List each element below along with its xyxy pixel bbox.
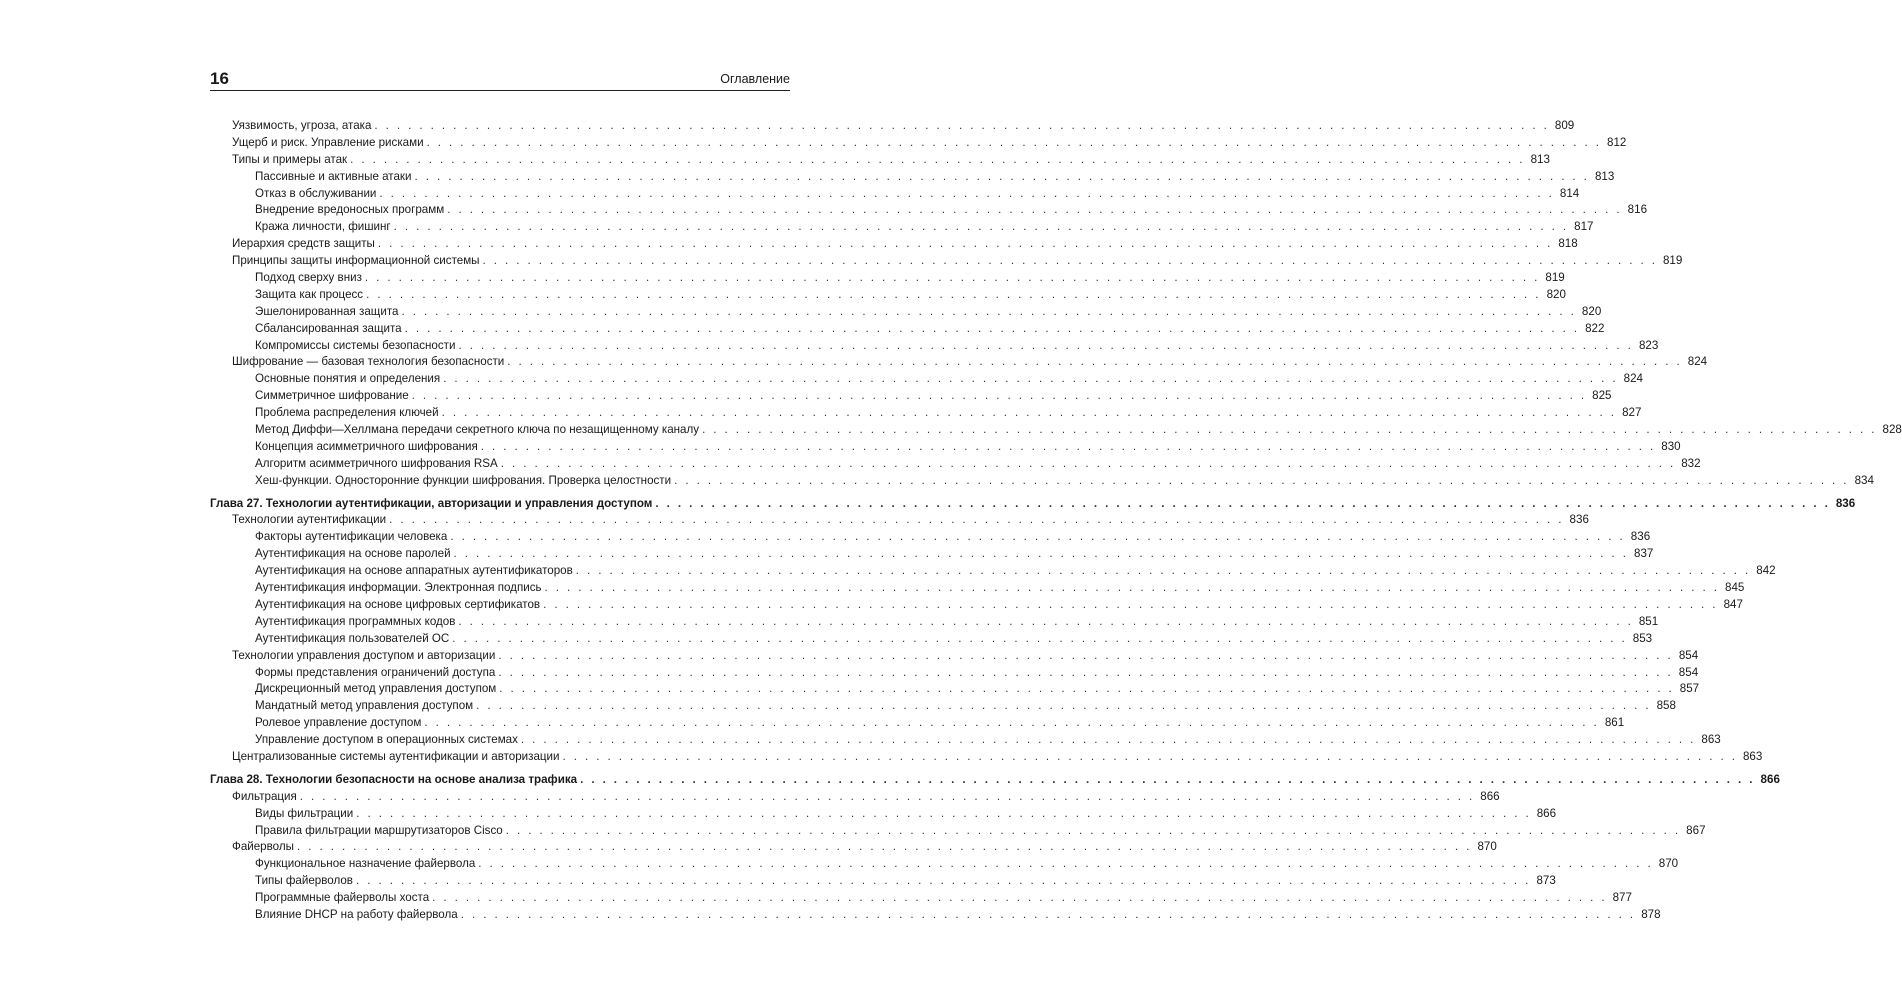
toc-entry-title: Аутентификация на основе цифровых сертификатов bbox=[255, 597, 541, 611]
toc-entry-page: 866 bbox=[1760, 772, 1780, 786]
toc-entry-title: Подход сверху вниз bbox=[255, 271, 362, 285]
toc-entry-title: Аутентификация информации. Электронная подпись bbox=[255, 581, 542, 595]
toc-entry-title: Аутентификация на основе аппаратных аутентификаторов bbox=[255, 564, 573, 578]
toc-entry-title: Эшелонированная защита bbox=[255, 304, 399, 318]
toc-leader-dots bbox=[356, 806, 1531, 823]
toc-entry-title: Иерархия средств защиты bbox=[232, 237, 375, 251]
toc-leader-dots bbox=[443, 371, 1618, 388]
toc-leader-dots bbox=[498, 665, 1673, 682]
toc-leader-dots bbox=[447, 202, 1622, 219]
toc-entry-page: 863 bbox=[1701, 733, 1721, 747]
toc-entry[interactable] bbox=[210, 648, 1699, 665]
toc-entry-title: Влияние DHCP на работу файервола bbox=[255, 907, 458, 921]
toc-leader-dots bbox=[350, 152, 1525, 169]
toc-entry[interactable] bbox=[210, 186, 1580, 203]
toc-leader-dots bbox=[481, 439, 1656, 456]
toc-leader-dots bbox=[450, 529, 1625, 546]
toc-leader-dots bbox=[432, 890, 1607, 907]
toc-entry-page: 853 bbox=[1632, 631, 1653, 645]
toc-leader-dots bbox=[374, 118, 1549, 135]
toc-entry[interactable] bbox=[210, 371, 1643, 388]
toc-entry-page: 863 bbox=[1742, 749, 1763, 763]
toc-entry-title: Защита как процесс bbox=[255, 287, 364, 301]
toc-entry-title: Шифрование — базовая технология безопасности bbox=[232, 355, 505, 369]
toc-entry-page: 818 bbox=[1558, 237, 1578, 251]
toc-entry-title: Компромиссы системы безопасности bbox=[255, 338, 456, 352]
toc-leader-dots bbox=[461, 907, 1636, 924]
toc-entry-title: Принципы защиты информационной системы bbox=[232, 254, 480, 268]
toc-entry[interactable] bbox=[210, 890, 1632, 907]
table-of-contents bbox=[210, 118, 1902, 924]
toc-entry-page: 819 bbox=[1545, 271, 1565, 285]
toc-entry[interactable] bbox=[210, 304, 1602, 321]
toc-entry-page: 867 bbox=[1686, 823, 1706, 837]
toc-entry-page: 837 bbox=[1634, 547, 1654, 561]
toc-entry-title: Управление доступом в операционных системах bbox=[255, 733, 518, 747]
toc-entry[interactable] bbox=[210, 388, 1612, 405]
toc-leader-dots bbox=[394, 219, 1569, 236]
toc-entry-title: Уязвимость, угроза, атака bbox=[232, 119, 372, 132]
toc-entry[interactable] bbox=[210, 512, 1589, 529]
toc-entry-page: 836 bbox=[1569, 513, 1589, 527]
toc-leader-dots bbox=[501, 456, 1676, 473]
toc-entry[interactable] bbox=[210, 152, 1550, 169]
toc-entry-page: 870 bbox=[1477, 840, 1497, 854]
toc-entry-title: Факторы аутентификации человека bbox=[255, 530, 448, 544]
toc-entry[interactable] bbox=[210, 563, 1776, 580]
toc-entry-page: 830 bbox=[1661, 439, 1681, 453]
toc-entry-page: 813 bbox=[1530, 152, 1550, 166]
toc-entry[interactable] bbox=[210, 456, 1701, 473]
toc-leader-dots bbox=[412, 388, 1587, 405]
toc-leader-dots bbox=[365, 270, 1540, 287]
toc-leader-dots bbox=[543, 597, 1718, 614]
page-header bbox=[210, 70, 790, 91]
toc-entry-title: Функциональное назначение файервола bbox=[255, 857, 476, 871]
toc-entry-page: 870 bbox=[1658, 857, 1679, 871]
toc-entry-page: 828 bbox=[1882, 423, 1902, 437]
toc-entry[interactable] bbox=[210, 614, 1659, 631]
toc-entry-title: Дискреционный метод управления доступом bbox=[255, 682, 497, 696]
toc-entry[interactable] bbox=[210, 405, 1642, 422]
toc-entry-page: 857 bbox=[1679, 682, 1700, 696]
toc-entry-page: 820 bbox=[1546, 287, 1566, 301]
toc-entry-title: Пассивные и активные атаки bbox=[255, 169, 412, 183]
toc-entry-page: 819 bbox=[1662, 254, 1683, 268]
toc-entry[interactable] bbox=[210, 698, 1676, 715]
toc-entry-page: 832 bbox=[1681, 456, 1701, 470]
toc-entry[interactable] bbox=[210, 665, 1699, 682]
toc-entry-title: Правила фильтрации маршрутизаторов Cisco bbox=[255, 823, 503, 837]
toc-entry-title: Метод Диффи—Хеллмана передачи секретного ключа по незащищенному каналу bbox=[255, 423, 700, 437]
toc-leader-dots bbox=[454, 546, 1629, 563]
toc-entry-title: Хеш-функции. Односторонние функции шифрования. Проверка целостности bbox=[255, 473, 672, 487]
toc-entry-title: Алгоритм асимметричного шифрования RSA bbox=[255, 456, 498, 470]
toc-entry-page: 866 bbox=[1536, 806, 1557, 820]
toc-leader-dots bbox=[427, 135, 1602, 152]
toc-entry[interactable] bbox=[210, 631, 1653, 648]
toc-entry[interactable] bbox=[210, 839, 1497, 856]
toc-entry[interactable] bbox=[210, 321, 1605, 338]
running-title: Оглавление bbox=[720, 72, 790, 86]
toc-entry-page: 836 bbox=[1630, 530, 1651, 544]
toc-entry-page: 873 bbox=[1536, 874, 1556, 888]
toc-leader-dots bbox=[498, 648, 1673, 665]
toc-entry-page: 861 bbox=[1604, 716, 1625, 730]
toc-entry-page: 836 bbox=[1835, 496, 1856, 510]
toc-entry[interactable] bbox=[210, 338, 1659, 355]
toc-entry-page: 847 bbox=[1723, 597, 1743, 611]
toc-entry-page: 858 bbox=[1656, 699, 1676, 713]
toc-entry[interactable] bbox=[210, 287, 1566, 304]
toc-entry[interactable] bbox=[210, 597, 1743, 614]
toc-leader-dots bbox=[545, 580, 1720, 597]
toc-entry-page: 816 bbox=[1627, 203, 1648, 217]
toc-entry-page: 824 bbox=[1687, 355, 1708, 369]
toc-entry-title: Аутентификация программных кодов bbox=[255, 614, 456, 628]
toc-leader-dots bbox=[478, 856, 1653, 873]
toc-entry-title: Аутентификация пользователей ОС bbox=[255, 631, 450, 645]
toc-leader-dots bbox=[576, 563, 1751, 580]
toc-leader-dots bbox=[476, 698, 1651, 715]
toc-leader-dots bbox=[507, 354, 1682, 371]
toc-chapter-entry[interactable] bbox=[210, 772, 1780, 789]
toc-entry-page: 877 bbox=[1612, 891, 1632, 905]
toc-leader-dots bbox=[424, 715, 1599, 732]
toc-entry-title: Технологии аутентификации bbox=[232, 513, 387, 527]
toc-entry-title: Технологии управления доступом и авторизации bbox=[232, 648, 496, 662]
toc-entry-title: Фильтрация bbox=[232, 789, 297, 803]
toc-entry-page: 820 bbox=[1581, 304, 1602, 318]
toc-entry-page: 823 bbox=[1638, 338, 1659, 352]
toc-entry[interactable] bbox=[210, 118, 1575, 135]
toc-entry-title: Централизованные системы аутентификации и авторизации bbox=[232, 749, 560, 763]
toc-entry[interactable] bbox=[210, 873, 1556, 890]
toc-entry-page: 814 bbox=[1559, 186, 1580, 200]
toc-entry[interactable] bbox=[210, 270, 1565, 287]
toc-entry-title: Типы и примеры атак bbox=[232, 152, 348, 166]
toc-leader-dots bbox=[356, 873, 1531, 890]
toc-entry-title: Симметричное шифрование bbox=[255, 389, 409, 403]
toc-leader-dots bbox=[674, 473, 1849, 490]
toc-entry-page: 842 bbox=[1756, 564, 1776, 578]
toc-entry[interactable] bbox=[210, 856, 1679, 873]
toc-entry-page: 834 bbox=[1854, 473, 1874, 487]
toc-entry-page: 812 bbox=[1607, 135, 1627, 149]
toc-leader-dots bbox=[483, 253, 1658, 270]
toc-entry[interactable] bbox=[210, 907, 1661, 924]
toc-entry-title: Кража личности, фишинг bbox=[255, 220, 391, 234]
toc-chapter-entry[interactable] bbox=[210, 496, 1856, 513]
toc-entry-page: 827 bbox=[1622, 406, 1642, 420]
toc-leader-dots bbox=[378, 236, 1553, 253]
toc-entry[interactable] bbox=[210, 529, 1651, 546]
toc-entry-page: 845 bbox=[1725, 581, 1745, 595]
toc-leader-dots bbox=[379, 186, 1554, 203]
toc-leader-dots bbox=[458, 338, 1633, 355]
toc-entry[interactable] bbox=[210, 806, 1557, 823]
toc-entry-title: Ущерб и риск. Управление рисками bbox=[232, 135, 424, 149]
toc-entry[interactable] bbox=[210, 135, 1627, 152]
toc-entry[interactable] bbox=[210, 439, 1681, 456]
toc-entry[interactable] bbox=[210, 789, 1500, 806]
toc-leader-dots bbox=[414, 169, 1589, 186]
toc-entry[interactable] bbox=[210, 236, 1578, 253]
toc-entry-page: 851 bbox=[1638, 614, 1659, 628]
toc-entry-page: 866 bbox=[1480, 789, 1500, 803]
toc-entry-page: 822 bbox=[1585, 321, 1605, 335]
toc-entry-title: Концепция асимметричного шифрования bbox=[255, 439, 478, 453]
toc-leader-dots bbox=[405, 321, 1580, 338]
toc-leader-dots bbox=[521, 732, 1696, 749]
toc-leader-dots bbox=[702, 422, 1877, 439]
toc-leader-dots bbox=[442, 405, 1617, 422]
toc-entry-title: Аутентификация на основе паролей bbox=[255, 547, 451, 561]
toc-leader-dots bbox=[389, 512, 1564, 529]
toc-leader-dots bbox=[499, 681, 1674, 698]
toc-entry-title: Основные понятия и определения bbox=[255, 372, 441, 386]
toc-entry-title: Глава 27. Технологии аутентификации, авторизации и управления доступом bbox=[210, 496, 653, 510]
toc-leader-dots bbox=[300, 789, 1475, 806]
toc-entry-title: Мандатный метод управления доступом bbox=[255, 699, 474, 713]
toc-entry[interactable] bbox=[210, 253, 1683, 270]
toc-entry[interactable] bbox=[210, 580, 1745, 597]
toc-entry-page: 854 bbox=[1678, 665, 1699, 679]
toc-entry[interactable] bbox=[210, 546, 1654, 563]
toc-leader-dots bbox=[366, 287, 1541, 304]
toc-leader-dots bbox=[401, 304, 1576, 321]
toc-leader-dots bbox=[458, 614, 1633, 631]
toc-entry-page: 878 bbox=[1641, 907, 1661, 921]
toc-entry-page: 854 bbox=[1678, 648, 1699, 662]
toc-entry[interactable] bbox=[210, 354, 1708, 371]
toc-entry-page: 824 bbox=[1623, 372, 1643, 386]
toc-entry[interactable] bbox=[210, 681, 1700, 698]
toc-entry[interactable] bbox=[210, 823, 1706, 840]
toc-entry[interactable] bbox=[210, 749, 1763, 766]
toc-entry-page: 813 bbox=[1594, 169, 1615, 183]
toc-entry-title: Сбалансированная защита bbox=[255, 321, 402, 335]
toc-entry[interactable] bbox=[210, 422, 1902, 439]
toc-entry-page: 809 bbox=[1554, 119, 1575, 132]
toc-entry-title: Проблема распределения ключей bbox=[255, 406, 439, 420]
toc-entry-title: Виды фильтрации bbox=[255, 806, 354, 820]
toc-entry-page: 817 bbox=[1574, 220, 1594, 234]
toc-leader-dots bbox=[452, 631, 1627, 648]
toc-entry[interactable] bbox=[210, 202, 1648, 219]
toc-entry-title: Внедрение вредоносных программ bbox=[255, 203, 445, 217]
toc-entry-title: Отказ в обслуживании bbox=[255, 186, 377, 200]
toc-entry-title: Типы файерволов bbox=[255, 874, 353, 888]
toc-leader-dots bbox=[297, 839, 1472, 856]
toc-entry[interactable] bbox=[210, 169, 1615, 186]
toc-entry-title: Глава 28. Технологии безопасности на основе анализа трафика bbox=[210, 772, 578, 786]
toc-entry-title: Ролевое управление доступом bbox=[255, 716, 422, 730]
toc-entry-page: 825 bbox=[1592, 389, 1612, 403]
toc-entry[interactable] bbox=[210, 715, 1625, 732]
toc-leader-dots bbox=[506, 823, 1681, 840]
toc-leader-dots bbox=[580, 772, 1755, 789]
toc-entry[interactable] bbox=[210, 219, 1594, 236]
toc-entry-title: Файерволы bbox=[232, 840, 294, 854]
page-number: 16 bbox=[210, 69, 229, 88]
toc-leader-dots bbox=[655, 496, 1830, 513]
toc-entry[interactable] bbox=[210, 732, 1721, 749]
toc-leader-dots bbox=[563, 749, 1738, 766]
toc-entry-title: Формы представления ограничений доступа bbox=[255, 665, 496, 679]
toc-entry-title: Программные файерволы хоста bbox=[255, 891, 430, 905]
toc-entry[interactable] bbox=[210, 473, 1874, 490]
